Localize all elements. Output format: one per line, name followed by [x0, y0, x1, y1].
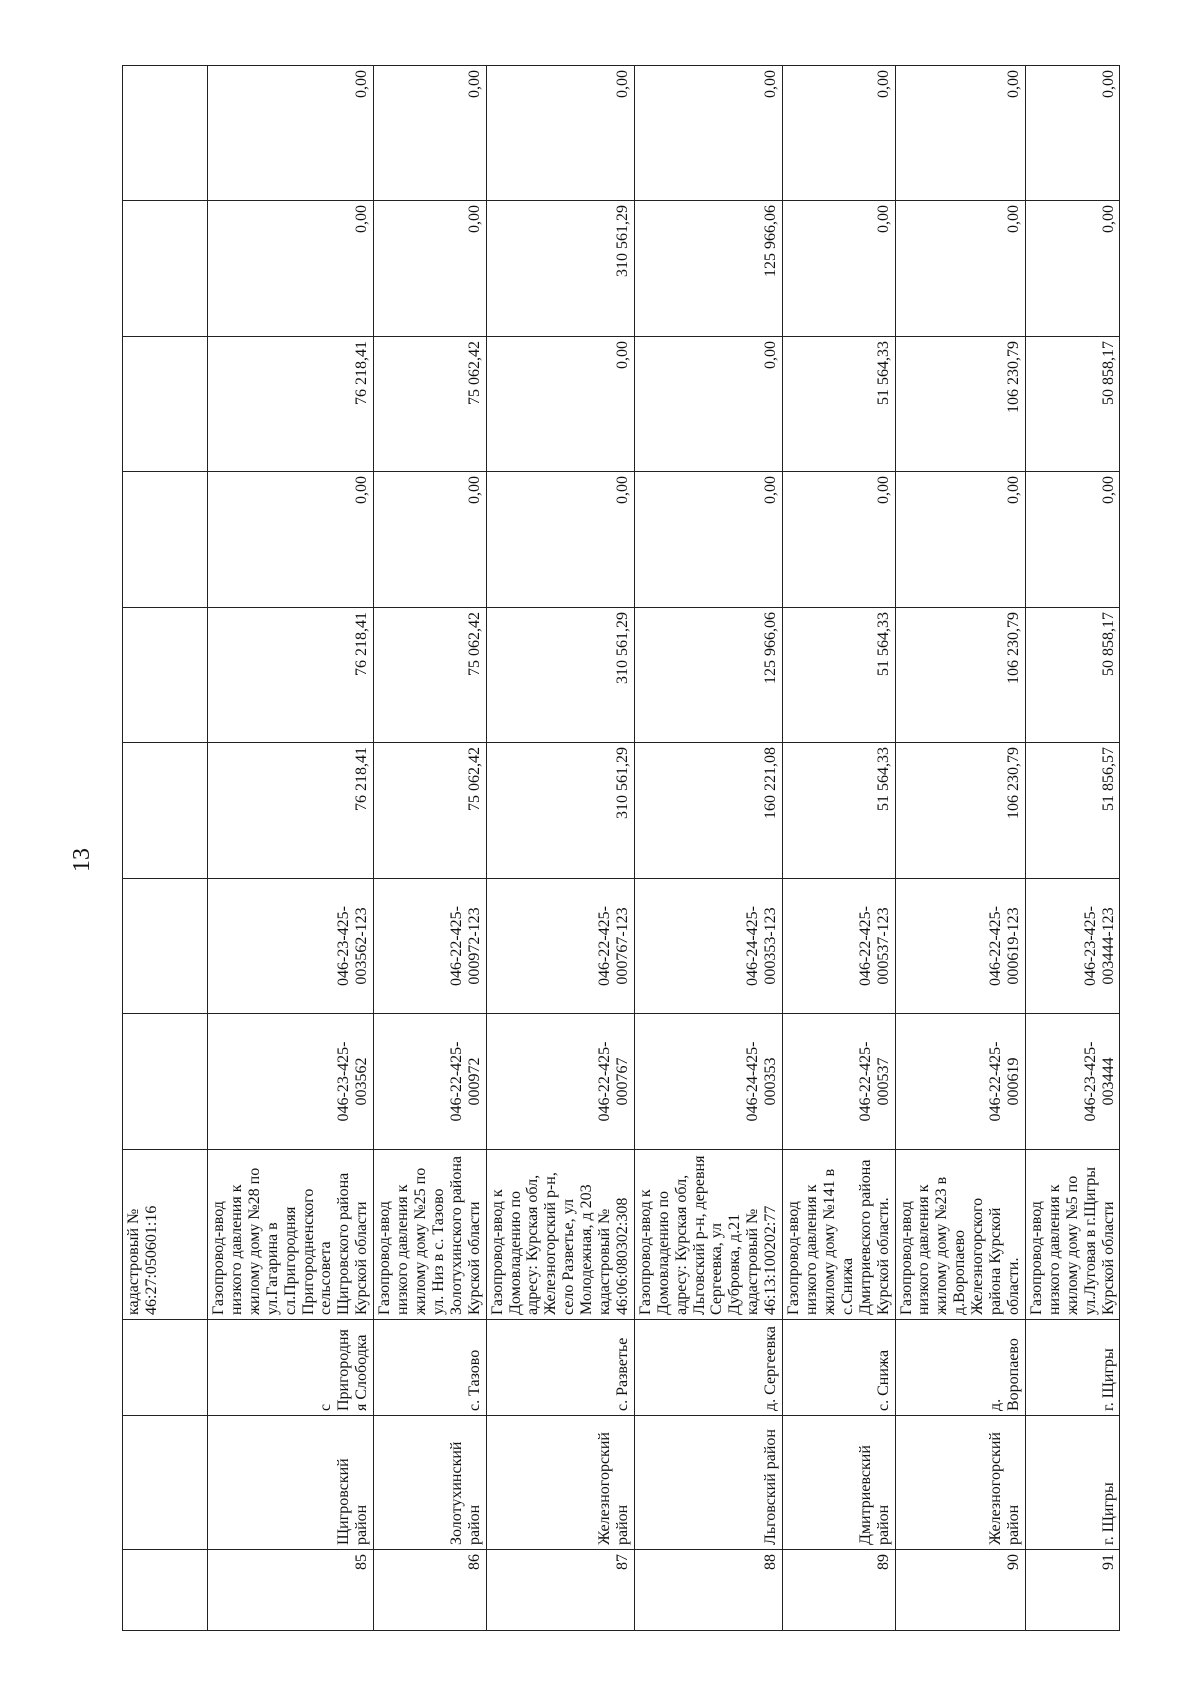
- table-row: [1025, 66, 1120, 1631]
- description-cell: Газопровод-ввод низкого давления к жилому дому №25 по ул. Низ в с. Тазово Золотухинского района Курской области: [374, 1150, 486, 1320]
- row-number-cell: 85: [208, 1550, 374, 1631]
- value-5-cell: 0,00: [783, 201, 895, 337]
- value-4-cell: 106 230,79: [895, 337, 1025, 472]
- description-cell: Газопровод-ввод низкого давления к жилому дому №5 по ул.Луговая в г.Щигры Курской области: [1025, 1150, 1120, 1320]
- value-3-cell: 0,00: [208, 472, 374, 608]
- rotated-table-wrapper: [122, 66, 1117, 1631]
- row-number-cell: 90: [895, 1550, 1025, 1631]
- value-4-cell: 51 564,33: [783, 337, 895, 472]
- value-6-cell: 0,00: [895, 66, 1025, 201]
- description-cell: Газопровод-ввод к Домовладению по адресу: Курская обл, Железногорский р-н, село Разветье, ул Молодежная, д 203 кадастровый № 46:06:080302:308: [486, 1150, 634, 1320]
- value-2-cell: 75 062,42: [374, 608, 486, 743]
- value-5-cell: 310 561,29: [486, 201, 634, 337]
- value-4-cell: 50 858,17: [1025, 337, 1120, 472]
- value-1-cell: 75 062,42: [374, 743, 486, 879]
- row-number-cell: 89: [783, 1550, 895, 1631]
- table-row: [486, 66, 634, 1631]
- value-6-cell: 0,00: [208, 66, 374, 201]
- row-number-cell: 86: [374, 1550, 486, 1631]
- value-1-cell: 51 856,57: [1025, 743, 1120, 879]
- locality-cell: с. Снижа: [783, 1320, 895, 1416]
- district-cell: Льговский район: [634, 1416, 782, 1550]
- row-number-cell: 87: [486, 1550, 634, 1631]
- value-4-cell: 0,00: [486, 337, 634, 472]
- description-cell: Газопровод-ввод низкого давления к жилому дому №23 в д.Воропаево Железногорского района Курской области.: [895, 1150, 1025, 1320]
- value-3-cell: 0,00: [895, 472, 1025, 608]
- inventory-code-cell: 046-24-425-000353: [634, 1014, 782, 1150]
- value-5-cell: 0,00: [374, 201, 486, 337]
- description-cell: Газопровод-ввод к Домовладению по адресу: Курская обл, Льговский р-н, деревня Сергеевка, ул Дубровка, д.21 кадастровый № 46:13:100202:77: [634, 1150, 782, 1320]
- inventory-code-cell: 046-22-425-000619: [895, 1014, 1025, 1150]
- object-code-cell: 046-22-425-000972-123: [374, 879, 486, 1014]
- table-row: [783, 66, 895, 1631]
- value-6-cell: 0,00: [374, 66, 486, 201]
- inventory-code-cell: 046-22-425-000972: [374, 1014, 486, 1150]
- value-4-cell: 75 062,42: [374, 337, 486, 472]
- table-row: [634, 66, 782, 1631]
- page-number: 13: [69, 848, 95, 872]
- value-3-cell: 0,00: [486, 472, 634, 608]
- locality-cell: с. Разветье: [486, 1320, 634, 1416]
- table-row: [374, 66, 486, 1631]
- object-code-cell: 046-22-425-000619-123: [895, 879, 1025, 1014]
- inventory-code-cell: 046-22-425-000767: [486, 1014, 634, 1150]
- data-table: [122, 65, 1120, 1631]
- object-code-cell: 046-23-425-003562-123: [208, 879, 374, 1014]
- value-6-cell: 0,00: [634, 66, 782, 201]
- table-row: [208, 66, 374, 1631]
- value-2-cell: 51 564,33: [783, 608, 895, 743]
- object-code-cell: 046-24-425-000353-123: [634, 879, 782, 1014]
- value-3-cell: 0,00: [374, 472, 486, 608]
- locality-cell: с Пригородняя Слободка: [208, 1320, 374, 1416]
- value-3-cell: 0,00: [634, 472, 782, 608]
- row-number-cell: 91: [1025, 1550, 1120, 1631]
- value-1-cell: 160 221,08: [634, 743, 782, 879]
- value-6-cell: 0,00: [486, 66, 634, 201]
- value-3-cell: 0,00: [1025, 472, 1120, 608]
- value-5-cell: 0,00: [1025, 201, 1120, 337]
- value-2-cell: 50 858,17: [1025, 608, 1120, 743]
- district-cell: Железногорский район: [895, 1416, 1025, 1550]
- district-cell: Щигровский район: [208, 1416, 374, 1550]
- table-body: [208, 66, 1120, 1631]
- district-cell: Железногорский район: [486, 1416, 634, 1550]
- value-1-cell: 106 230,79: [895, 743, 1025, 879]
- district-cell: Дмитриевский район: [783, 1416, 895, 1550]
- value-1-cell: 76 218,41: [208, 743, 374, 879]
- value-2-cell: 125 966,06: [634, 608, 782, 743]
- inventory-code-cell: 046-23-425-003444: [1025, 1014, 1120, 1150]
- row-number-cell: 88: [634, 1550, 782, 1631]
- inventory-code-cell: 046-22-425-000537: [783, 1014, 895, 1150]
- value-6-cell: 0,00: [783, 66, 895, 201]
- district-cell: г. Щигры: [1025, 1416, 1120, 1550]
- continuation-row: [123, 66, 208, 1631]
- value-2-cell: 76 218,41: [208, 608, 374, 743]
- object-code-cell: 046-22-425-000537-123: [783, 879, 895, 1014]
- value-4-cell: 76 218,41: [208, 337, 374, 472]
- value-5-cell: 0,00: [895, 201, 1025, 337]
- locality-cell: г. Щигры: [1025, 1320, 1120, 1416]
- locality-cell: д. Сергеевка: [634, 1320, 782, 1416]
- object-code-cell: 046-22-425-000767-123: [486, 879, 634, 1014]
- value-1-cell: 51 564,33: [783, 743, 895, 879]
- description-cell: кадастровый № 46:27:050601:16: [123, 1150, 208, 1320]
- value-5-cell: 0,00: [208, 201, 374, 337]
- value-2-cell: 310 561,29: [486, 608, 634, 743]
- value-5-cell: 125 966,06: [634, 201, 782, 337]
- district-cell: Золотухинский район: [374, 1416, 486, 1550]
- value-1-cell: 310 561,29: [486, 743, 634, 879]
- value-2-cell: 106 230,79: [895, 608, 1025, 743]
- value-4-cell: 0,00: [634, 337, 782, 472]
- object-code-cell: 046-23-425-003444-123: [1025, 879, 1120, 1014]
- description-cell: Газопровод-ввод низкого давления к жилому дому №28 по ул.Гагарина в сл.Пригородняя Пригородненского сельсовета Щигровского района Курской области: [208, 1150, 374, 1320]
- table-row: [895, 66, 1025, 1631]
- value-3-cell: 0,00: [783, 472, 895, 608]
- locality-cell: д. Воропаево: [895, 1320, 1025, 1416]
- value-6-cell: 0,00: [1025, 66, 1120, 201]
- locality-cell: с. Тазово: [374, 1320, 486, 1416]
- description-cell: Газопровод-ввод низкого давления к жилому дому №141 в с.Снижа Дмитриевского района Курской области.: [783, 1150, 895, 1320]
- inventory-code-cell: 046-23-425-003562: [208, 1014, 374, 1150]
